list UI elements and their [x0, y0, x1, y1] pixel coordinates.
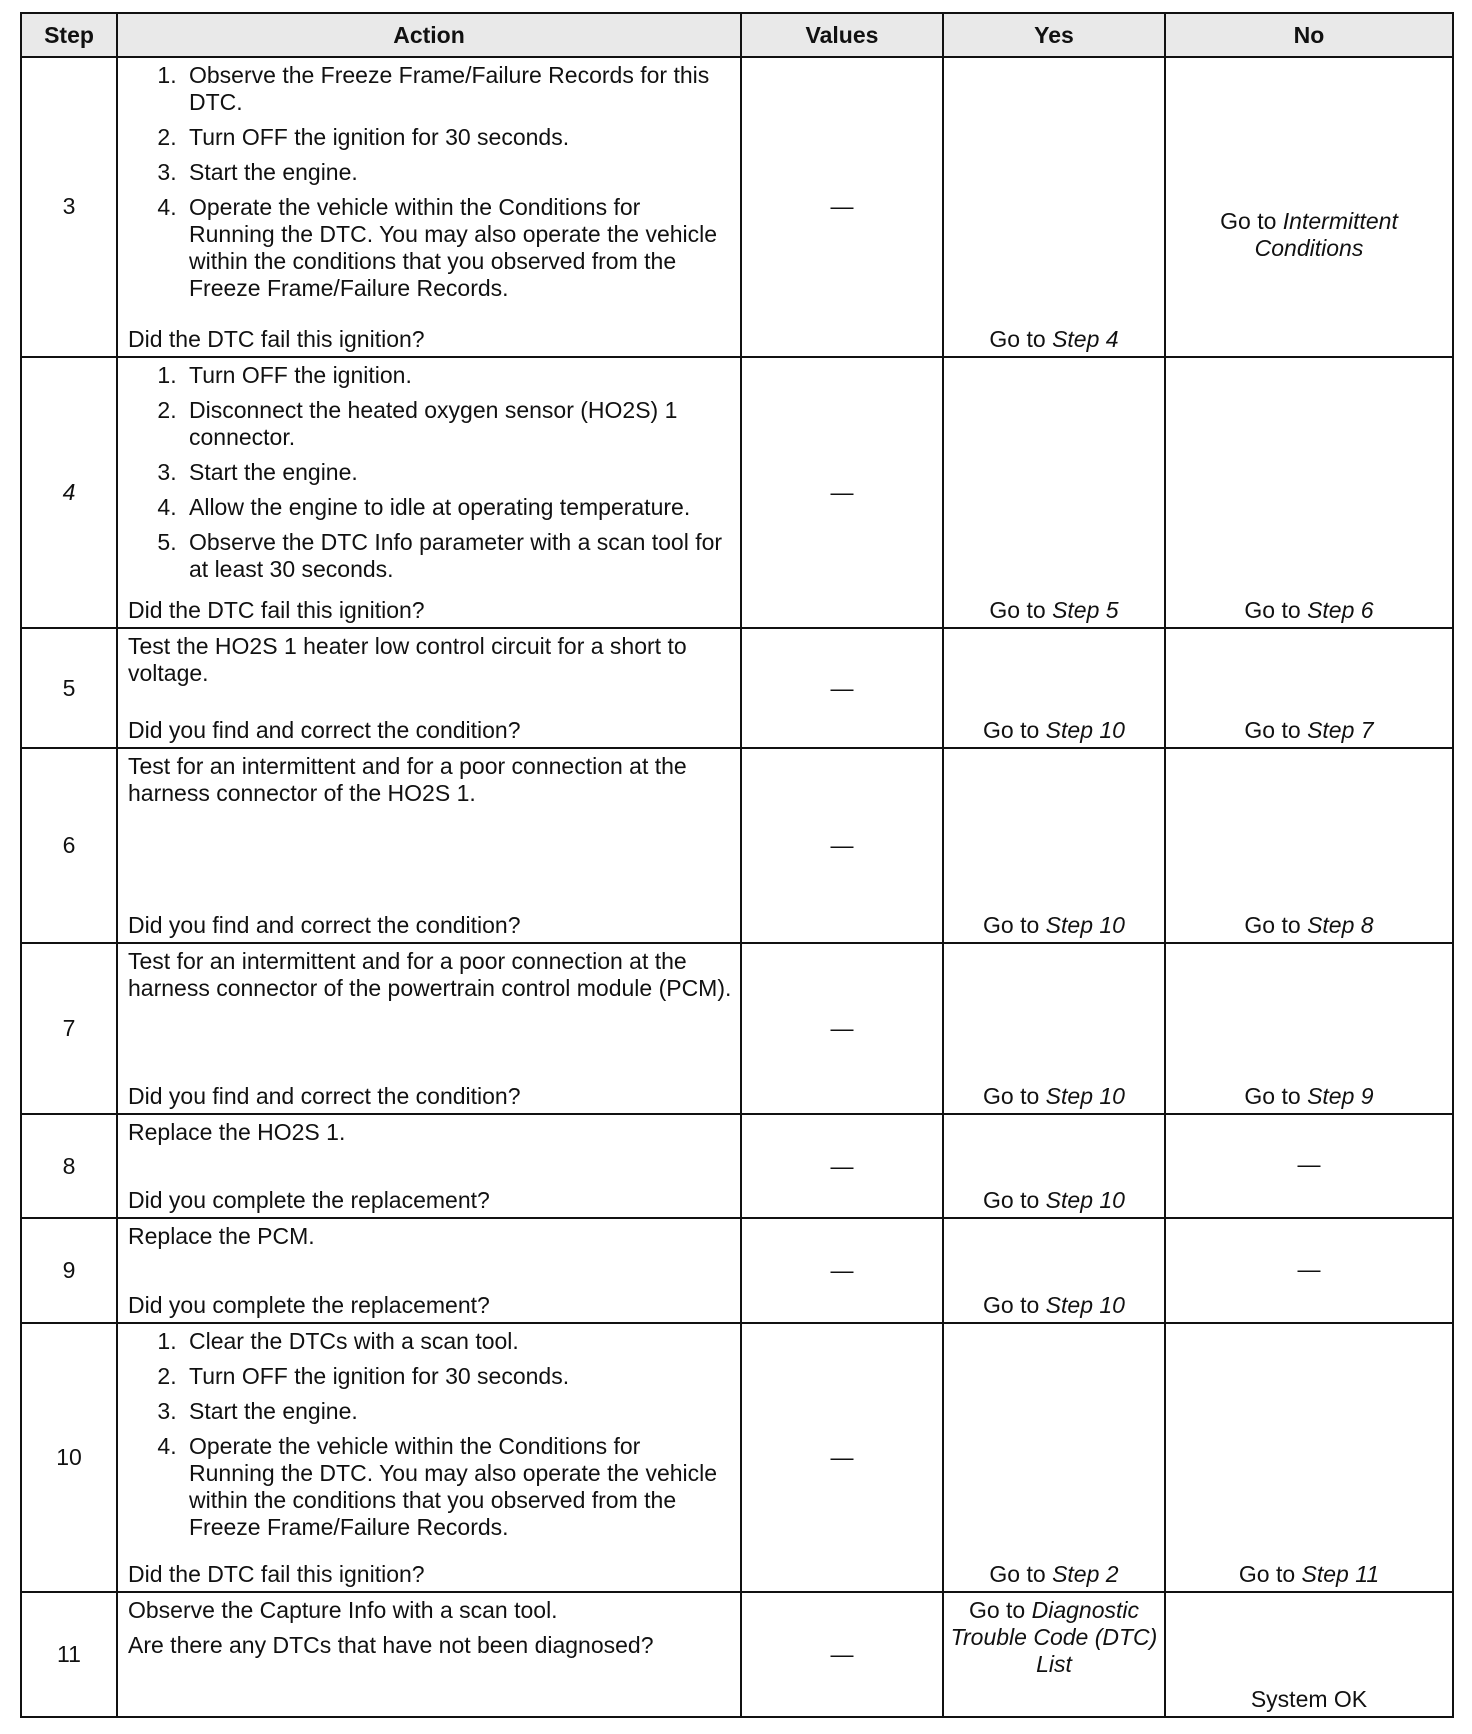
action-cell	[117, 1218, 741, 1323]
yes-prefix: Go to	[968, 1596, 1026, 1623]
yes-link[interactable]: Step 10	[1045, 1082, 1125, 1109]
yes-link[interactable]: Diagnostic Trouble Code (DTC) List	[950, 1596, 1158, 1677]
header-values: Values	[741, 13, 943, 57]
no-link[interactable]: Step 8	[1307, 912, 1374, 939]
step-number: 3	[21, 57, 117, 357]
list-item: 2. Turn OFF the ignition for 30 seconds.	[183, 124, 732, 151]
action-list	[128, 62, 732, 310]
header-action: Action	[117, 13, 741, 57]
action-cell	[117, 1592, 741, 1717]
step-number: 9	[21, 1218, 117, 1323]
values-cell: —	[741, 1323, 943, 1592]
list-item: 3. Start the engine.	[183, 1398, 732, 1425]
list-item: 1. Observe the Freeze Frame/Failure Records for this DTC.	[183, 62, 732, 116]
yes-prefix: Go to	[983, 717, 1040, 744]
yes-prefix: Go to	[989, 1560, 1046, 1587]
table-row	[21, 357, 1453, 629]
no-cell: System OK	[1165, 1592, 1453, 1717]
action-text: Test the HO2S 1 heater low control circuit for a short to voltage.	[128, 633, 687, 687]
question-text: Did you complete the replacement?	[128, 1187, 490, 1214]
values-cell: —	[741, 748, 943, 943]
no-prefix: Go to	[1220, 208, 1277, 235]
action-text: Test for an intermittent and for a poor connection at the harness connector of the HO2S 1.	[128, 753, 687, 807]
yes-link[interactable]: Step 10	[1045, 912, 1125, 939]
values-cell: —	[741, 1218, 943, 1323]
yes-cell	[943, 1114, 1165, 1219]
yes-prefix: Go to	[983, 912, 1040, 939]
values-cell: —	[741, 1592, 943, 1717]
step-number: 5	[21, 628, 117, 748]
list-item: 4. Operate the vehicle within the Conditions for Running the DTC. You may also operate the vehicle within the conditions that you observed from the Freeze Frame/Failure Records.	[183, 194, 732, 302]
action-cell	[117, 943, 741, 1113]
yes-prefix: Go to	[983, 1291, 1040, 1318]
list-item: 4. Allow the engine to idle at operating temperature.	[183, 494, 732, 521]
values-cell: —	[741, 57, 943, 357]
list-item: 1. Clear the DTCs with a scan tool.	[183, 1328, 732, 1355]
table-row	[21, 748, 1453, 943]
question-text: Did you complete the replacement?	[128, 1291, 490, 1318]
question-text: Did the DTC fail this ignition?	[128, 1560, 425, 1587]
no-prefix: Go to	[1244, 597, 1301, 624]
question-text: Did you find and correct the condition?	[128, 912, 521, 939]
action-cell	[117, 748, 741, 943]
action-cell	[117, 628, 741, 748]
list-item: 4. Operate the vehicle within the Conditions for Running the DTC. You may also operate the vehicle within the conditions that you observed from the Freeze Frame/Failure Records.	[183, 1433, 732, 1541]
table-row	[21, 1592, 1453, 1717]
yes-link[interactable]: Step 10	[1045, 717, 1125, 744]
no-prefix: Go to	[1244, 1082, 1301, 1109]
action-cell	[117, 57, 741, 357]
action-list	[128, 1328, 732, 1549]
table-row	[21, 57, 1453, 357]
step-number: 11	[21, 1592, 117, 1717]
step-number: 10	[21, 1323, 117, 1592]
step-number: 4	[21, 357, 117, 629]
yes-link[interactable]: Step 5	[1052, 597, 1119, 624]
question-text: Are there any DTCs that have not been diagnosed?	[128, 1631, 654, 1658]
list-item: 2. Disconnect the heated oxygen sensor (HO2S) 1 connector.	[183, 397, 732, 451]
values-cell: —	[741, 1114, 943, 1219]
action-text: Replace the HO2S 1.	[128, 1118, 346, 1145]
table-row	[21, 1114, 1453, 1219]
table-row	[21, 628, 1453, 748]
action-cell	[117, 1323, 741, 1592]
yes-link[interactable]: Step 10	[1045, 1291, 1125, 1318]
no-cell	[1165, 57, 1453, 357]
header-yes: Yes	[943, 13, 1165, 57]
yes-link[interactable]: Step 10	[1045, 1187, 1125, 1214]
list-item: 3. Start the engine.	[183, 159, 732, 186]
header-step: Step	[21, 13, 117, 57]
yes-cell	[943, 57, 1165, 357]
list-item: 1. Turn OFF the ignition.	[183, 362, 732, 389]
list-item: 2. Turn OFF the ignition for 30 seconds.	[183, 1363, 732, 1390]
action-text: Observe the Capture Info with a scan tool.	[128, 1596, 558, 1623]
question-text: Did the DTC fail this ignition?	[128, 597, 425, 624]
table-row	[21, 943, 1453, 1113]
yes-cell	[943, 1592, 1165, 1717]
yes-cell	[943, 357, 1165, 629]
no-prefix: Go to	[1238, 1560, 1296, 1587]
yes-link[interactable]: Step 4	[1052, 325, 1119, 352]
yes-prefix: Go to	[989, 325, 1046, 352]
list-item: 5. Observe the DTC Info parameter with a scan tool for at least 30 seconds.	[183, 529, 732, 583]
yes-cell	[943, 1218, 1165, 1323]
yes-prefix: Go to	[983, 1187, 1040, 1214]
step-number: 6	[21, 748, 117, 943]
values-cell: —	[741, 357, 943, 629]
no-cell	[1165, 748, 1453, 943]
table-row	[21, 1218, 1453, 1323]
yes-link[interactable]: Step 2	[1052, 1560, 1119, 1587]
question-text: Did you find and correct the condition?	[128, 1082, 521, 1109]
step-number: 7	[21, 943, 117, 1113]
values-cell: —	[741, 628, 943, 748]
no-cell	[1165, 628, 1453, 748]
action-text: Replace the PCM.	[128, 1223, 315, 1250]
action-cell	[117, 357, 741, 629]
action-cell	[117, 1114, 741, 1219]
yes-prefix: Go to	[989, 597, 1046, 624]
no-link[interactable]: Intermittent Conditions	[1254, 208, 1398, 262]
values-cell: —	[741, 943, 943, 1113]
diagnostic-table	[20, 12, 1454, 1718]
yes-cell	[943, 628, 1165, 748]
list-item: 3. Start the engine.	[183, 459, 732, 486]
no-cell	[1165, 357, 1453, 629]
no-prefix: Go to	[1244, 717, 1301, 744]
yes-cell	[943, 1323, 1165, 1592]
no-cell: —	[1165, 1114, 1453, 1219]
yes-cell	[943, 943, 1165, 1113]
no-link[interactable]: Step 6	[1307, 597, 1374, 624]
yes-prefix: Go to	[983, 1082, 1040, 1109]
yes-cell	[943, 748, 1165, 943]
no-prefix: Go to	[1244, 912, 1301, 939]
header-row	[21, 13, 1453, 57]
no-link[interactable]: Step 9	[1307, 1082, 1374, 1109]
no-cell	[1165, 943, 1453, 1113]
question-text: Did you find and correct the condition?	[128, 717, 521, 744]
no-link[interactable]: Step 7	[1307, 717, 1374, 744]
table-row	[21, 1323, 1453, 1592]
action-list	[128, 362, 732, 591]
step-number: 8	[21, 1114, 117, 1219]
no-link[interactable]: Step 11	[1301, 1560, 1380, 1587]
action-text: Test for an intermittent and for a poor connection at the harness connector of the powertrain control module (PCM).	[128, 948, 732, 1002]
no-cell: —	[1165, 1218, 1453, 1323]
header-no: No	[1165, 13, 1453, 57]
no-cell	[1165, 1323, 1453, 1592]
question-text: Did the DTC fail this ignition?	[128, 325, 425, 352]
